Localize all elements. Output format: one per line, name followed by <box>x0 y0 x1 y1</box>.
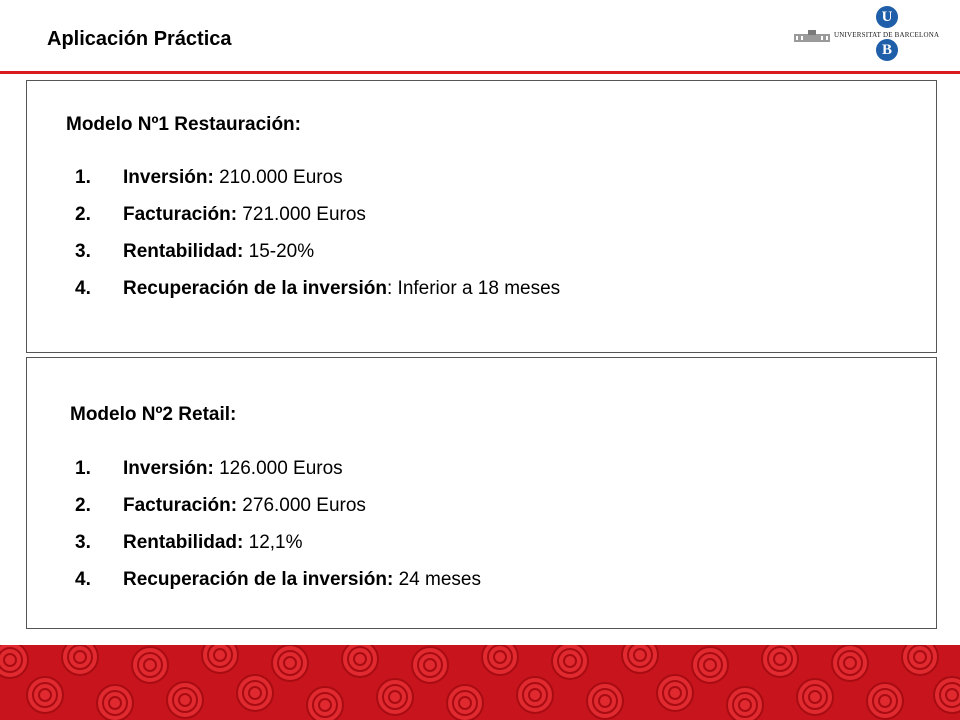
logo-wordmark: UNIVERSITAT DE BARCELONA <box>834 31 940 39</box>
list-item <box>75 167 560 204</box>
list-item <box>75 569 481 606</box>
item-number: 2. <box>75 495 91 516</box>
item-value: 12,1% <box>243 532 303 553</box>
item-label: Inversión: <box>123 458 214 479</box>
list-item <box>75 495 481 532</box>
slide-title: Aplicación Práctica <box>47 28 232 50</box>
model-2-list <box>75 458 481 606</box>
list-item <box>75 278 560 315</box>
item-value: 15-20% <box>243 241 315 262</box>
item-value: 210.000 Euros <box>213 167 343 188</box>
header-divider <box>0 71 960 74</box>
logo-u-mark: U <box>876 6 898 28</box>
list-item <box>75 532 481 569</box>
item-label: Recuperación de la inversión <box>123 278 387 299</box>
model-1-list <box>75 167 560 315</box>
building-icon <box>794 30 830 42</box>
item-number: 4. <box>75 569 91 590</box>
item-number: 1. <box>75 167 91 188</box>
item-value: 276.000 Euros <box>237 495 366 516</box>
decorative-footer-band <box>0 645 960 720</box>
item-label: Rentabilidad: <box>123 241 244 262</box>
rose-pattern-icon <box>0 645 960 720</box>
model-2-box <box>26 357 937 629</box>
list-item <box>75 204 560 241</box>
item-number: 3. <box>75 532 91 553</box>
item-number: 1. <box>75 458 91 479</box>
model-1-box <box>26 80 937 353</box>
model-1-title: Modelo Nº1 Restauración: <box>66 114 301 135</box>
item-value: 24 meses <box>393 569 481 590</box>
item-value: 126.000 Euros <box>213 458 343 479</box>
item-number: 3. <box>75 241 91 262</box>
item-label: Recuperación de la inversión: <box>123 569 394 590</box>
item-label: Inversión: <box>123 167 214 188</box>
item-value: : Inferior a 18 meses <box>386 278 561 299</box>
item-number: 4. <box>75 278 91 299</box>
model-2-title: Modelo Nº2 Retail: <box>70 404 237 425</box>
item-value: 721.000 Euros <box>237 204 366 225</box>
university-logo <box>790 6 950 64</box>
item-label: Rentabilidad: <box>123 532 244 553</box>
list-item <box>75 458 481 495</box>
logo-b-mark: B <box>876 39 898 61</box>
item-label: Facturación: <box>123 495 238 516</box>
list-item <box>75 241 560 278</box>
item-number: 2. <box>75 204 91 225</box>
item-label: Facturación: <box>123 204 238 225</box>
